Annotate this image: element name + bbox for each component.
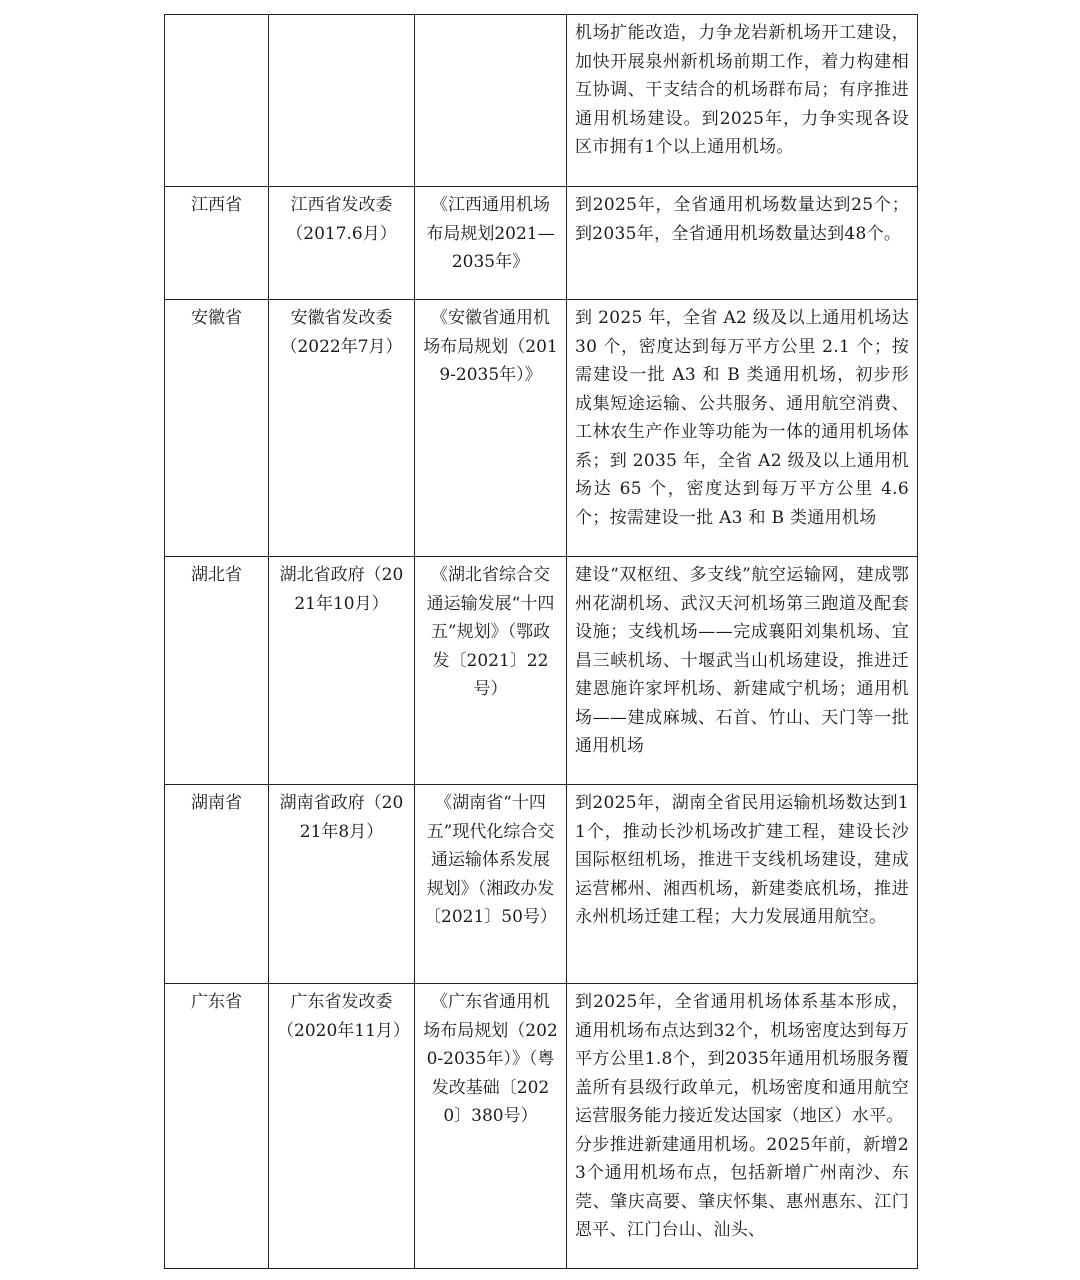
table-row	[165, 187, 918, 300]
document-cell: 《江西通用机场布局规划2021—2035年》	[415, 187, 567, 300]
content-cell	[567, 187, 918, 300]
table-row	[165, 15, 918, 187]
table-row	[165, 984, 918, 1269]
document-cell: 《安徽省通用机场布局规划（2019-2035年）》	[415, 300, 567, 557]
province-cell	[165, 15, 269, 187]
agency-cell: 湖北省政府（2021年10月）	[269, 557, 415, 785]
document-cell: 《湖北省综合交通运输发展“十四五”规划》（鄂政发〔2021〕22号）	[415, 557, 567, 785]
agency-cell	[269, 15, 415, 187]
province-cell: 广东省	[165, 984, 269, 1269]
province-cell: 湖南省	[165, 785, 269, 984]
document-cell	[415, 15, 567, 187]
content-cell	[567, 15, 918, 187]
content-paragraph: 到2025年，湖南全省民用运输机场数达到11个，推动长沙机场改扩建工程，建设长沙国际枢纽机场，推进干支线机场建设，建成运营郴州、湘西机场，新建娄底机场，推进永州机场迁建工程；大力发展通用航空。	[575, 793, 909, 927]
content-paragraph: 到2025年，全省通用机场体系基本形成，通用机场布点达到32个，机场密度达到每万平方公里1.8个，到2035年通用机场服务覆盖所有县级行政单元，机场密度和通用航空运营服务能力接近发达国家（地区）水平。	[575, 992, 909, 1126]
document-cell: 《湖南省“十四五”现代化综合交通运输体系发展规划》（湘政办发〔2021〕50号）	[415, 785, 567, 984]
agency-cell: 广东省发改委（2020年11月）	[269, 984, 415, 1269]
content-paragraph: 建设“双枢纽、多支线”航空运输网，建成鄂州花湖机场、武汉天河机场第三跑道及配套设施；支线机场——完成襄阳刘集机场、宜昌三峡机场、十堰武当山机场建设，推进迁建恩施许家坪机场、新建咸宁机场；通用机场——建成麻城、石首、竹山、天门等一批通用机场	[575, 565, 909, 756]
content-paragraph: 分步推进新建通用机场。2025年前，新增23个通用机场布点，包括新增广州南沙、东莞、肇庆高要、肇庆怀集、惠州惠东、江门恩平、江门台山、汕头、	[575, 1134, 909, 1240]
agency-cell: 安徽省发改委（2022年7月）	[269, 300, 415, 557]
table-row	[165, 785, 918, 984]
province-cell: 安徽省	[165, 300, 269, 557]
content-paragraph: 到2025年，全省通用机场数量达到25个；到2035年，全省通用机场数量达到48个。	[575, 195, 909, 244]
agency-cell: 湖南省政府（2021年8月）	[269, 785, 415, 984]
table-row	[165, 300, 918, 557]
table-row	[165, 557, 918, 785]
content-paragraph: 到 2025 年，全省 A2 级及以上通用机场达 30 个，密度达到每万平方公里 2.1 个；按需建设一批 A3 和 B 类通用机场，初步形成集短途运输、公共服务、通用航空消费、工林农生产作业等功能为一体的通用机场体系；到 2035 年，全省 A2 级及以上通用机场达 65 个，密度达到每万平方公里 4.6 个；按需建设一批 A3 和 B 类通用机场	[575, 308, 909, 528]
content-cell	[567, 557, 918, 785]
content-cell	[567, 984, 918, 1269]
content-cell	[567, 785, 918, 984]
content-paragraph: 机场扩能改造，力争龙岩新机场开工建设，加快开展泉州新机场前期工作，着力构建相互协调、干支结合的机场群布局；有序推进通用机场建设。到2025年，力争实现各设区市拥有1个以上通用机场。	[575, 23, 909, 157]
content-cell	[567, 300, 918, 557]
airport-plan-table	[164, 14, 918, 1269]
province-cell: 江西省	[165, 187, 269, 300]
province-cell: 湖北省	[165, 557, 269, 785]
agency-cell: 江西省发改委（2017.6月）	[269, 187, 415, 300]
document-cell: 《广东省通用机场布局规划（2020-2035年）》（粤发改基础〔2020〕380号）	[415, 984, 567, 1269]
